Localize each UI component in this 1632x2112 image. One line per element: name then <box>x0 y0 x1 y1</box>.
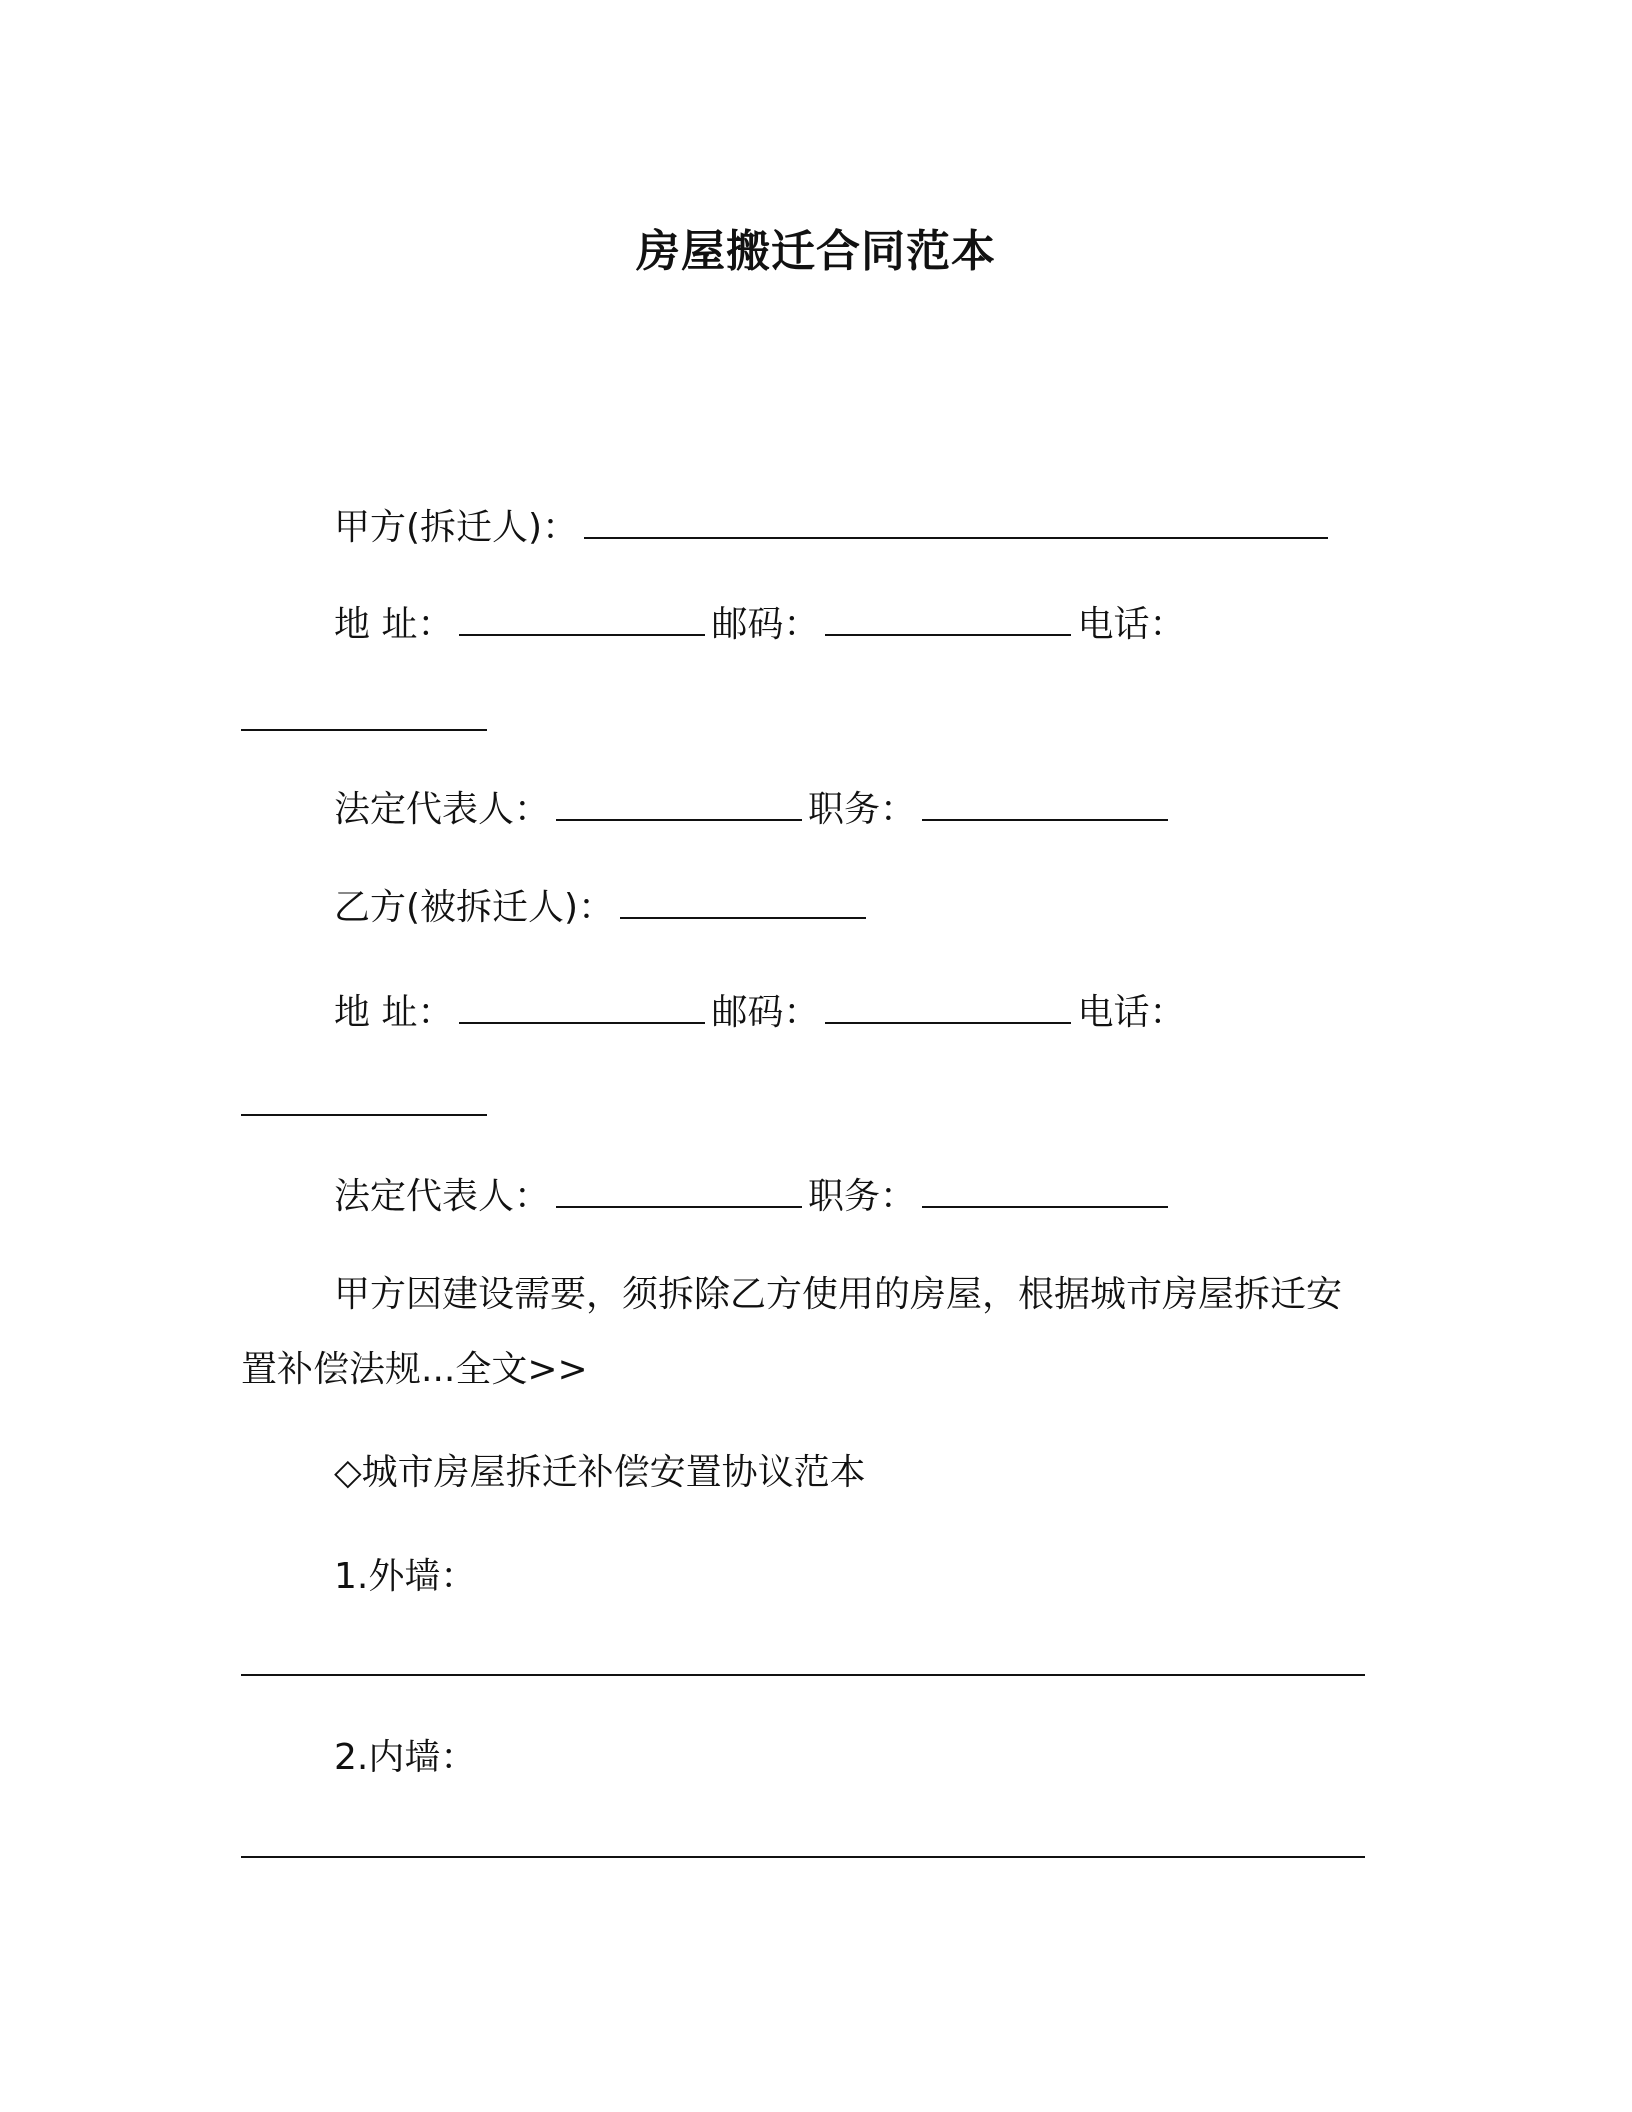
party-b-address-line <box>334 988 1185 1038</box>
item-1-label: 1.外墙： <box>334 1556 477 1597</box>
party-a-postcode-label: 邮码： <box>711 604 820 645</box>
party-a-rep-blank[interactable] <box>556 789 802 821</box>
party-b-blank[interactable] <box>620 887 866 919</box>
party-b-phone-label: 电话： <box>1077 992 1186 1033</box>
section-heading: ◇城市房屋拆迁补偿安置协议范本 <box>334 1452 866 1493</box>
item-1-blank[interactable] <box>241 1644 1365 1676</box>
party-b-line <box>334 883 872 933</box>
party-a-phone-blank[interactable] <box>241 699 487 731</box>
item-2-line <box>241 1822 1371 1872</box>
party-b-phone-line <box>241 1080 493 1130</box>
party-a-phone-line <box>241 695 493 745</box>
party-a-address-blank[interactable] <box>459 604 705 636</box>
party-a-position-blank[interactable] <box>922 789 1168 821</box>
item-2-label: 2.内墙： <box>334 1737 477 1778</box>
party-a-postcode-blank[interactable] <box>825 604 1071 636</box>
party-b-postcode-blank[interactable] <box>825 992 1071 1024</box>
body-paragraph-line-1: 甲方因建设需要，须拆除乙方使用的房屋，根据城市房屋拆迁安 <box>334 1274 1343 1315</box>
item-2-blank[interactable] <box>241 1826 1365 1858</box>
item-1-line <box>241 1640 1371 1690</box>
party-a-address-line <box>334 600 1185 650</box>
party-a-rep-label: 法定代表人： <box>334 789 551 830</box>
party-b-postcode-label: 邮码： <box>711 992 820 1033</box>
party-a-phone-label: 电话： <box>1077 604 1186 645</box>
party-b-position-label: 职务： <box>808 1176 917 1217</box>
party-a-address-label: 地 址： <box>334 604 454 645</box>
body-paragraph-line-2[interactable]: 置补偿法规...全文>> <box>241 1349 588 1390</box>
party-b-phone-blank[interactable] <box>241 1084 487 1116</box>
party-a-rep-line <box>334 785 1174 835</box>
party-a-position-label: 职务： <box>808 789 917 830</box>
party-b-address-blank[interactable] <box>459 992 705 1024</box>
party-b-rep-line <box>334 1172 1174 1222</box>
document-title: 房屋搬迁合同范本 <box>636 226 996 277</box>
party-b-rep-blank[interactable] <box>556 1176 802 1208</box>
party-b-label: 乙方(被拆迁人)： <box>334 887 615 928</box>
party-b-rep-label: 法定代表人： <box>334 1176 551 1217</box>
party-a-label: 甲方(拆迁人)： <box>334 507 579 548</box>
party-b-position-blank[interactable] <box>922 1176 1168 1208</box>
party-b-address-label: 地 址： <box>334 992 454 1033</box>
party-a-line <box>334 503 1334 553</box>
party-a-blank[interactable] <box>584 507 1328 539</box>
